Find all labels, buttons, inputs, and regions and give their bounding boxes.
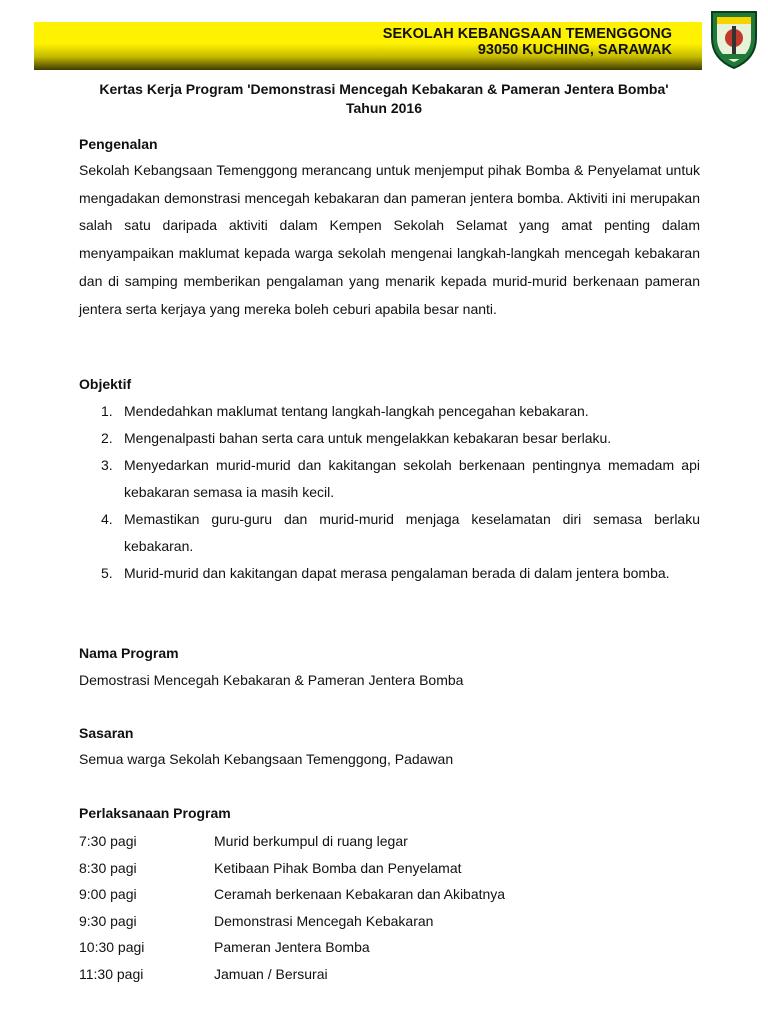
schedule-time: 11:30 pagi [79, 965, 144, 982]
schedule-time: 10:30 pagi [79, 939, 145, 955]
list-item-number: 4. [101, 511, 113, 527]
schedule-time: 9:00 pagi [79, 886, 137, 902]
schedule-activity: Demonstrasi Mencegah Kebakaran [214, 912, 434, 929]
schedule-table [79, 828, 700, 987]
list-item-number: 3. [101, 457, 113, 473]
document-title: Kertas Kerja Program 'Demonstrasi Mencegah Kebakaran & Pameran Jentera Bomba' [99, 81, 669, 97]
list-item-text: Murid-murid dan kakitangan dapat merasa pengalaman berada di dalam jentera bomba. [124, 565, 670, 581]
list-item [79, 452, 700, 506]
list-item-number: 5. [101, 565, 113, 581]
schedule-activity: Murid berkumpul di ruang legar [214, 833, 408, 849]
schedule-time: 7:30 pagi [79, 833, 137, 849]
objektif-list [79, 398, 700, 587]
schedule-activity: Ceramah berkenaan Kebakaran dan Akibatnya [214, 886, 506, 902]
document-year: Tahun 2016 [346, 100, 422, 116]
schedule-time: 8:30 pagi [79, 859, 137, 876]
list-item-number: 2. [101, 430, 113, 446]
list-item-number: 1. [101, 403, 113, 419]
nama-program-text: Demostrasi Mencegah Kebakaran & Pameran Jentera Bomba [79, 672, 464, 688]
list-item [79, 425, 700, 452]
list-item-text: Memastikan guru-guru dan murid-murid menjaga keselamatan diri semasa berlaku kebakaran. [124, 511, 700, 554]
objektif-heading: Objektif [79, 376, 132, 392]
sasaran-text: Semua warga Sekolah Kebangsaan Temenggong, Padawan [79, 751, 454, 767]
table-row [79, 908, 700, 935]
table-row [79, 881, 700, 908]
table-row [79, 855, 700, 882]
pengenalan-paragraph: Sekolah Kebangsaan Temenggong merancang untuk menjemput pihak Bomba & Penyelamat untuk mengadakan demonstrasi mencegah kebakaran dan pameran jentera bomba. Aktiviti ini merupakan salah satu daripada aktiviti dalam Kempen Sekolah Selamat yang amat penting dalam menyampaikan maklumat kepada warga sekolah mengenai langkah-langkah mencegah kebakaran dan di samping memberikan pengalaman yang menarik kepada murid-murid berkenaan pameran jentera serta kerjaya yang mereka boleh ceburi apabila besar nanti. [79, 162, 700, 317]
list-item [79, 398, 700, 425]
letterhead-banner [34, 22, 702, 70]
list-item-text: Mengenalpasti bahan serta cara untuk mengelakkan kebakaran besar berlaku. [124, 430, 612, 446]
schedule-activity: Pameran Jentera Bomba [214, 939, 370, 955]
schedule-time: 9:30 pagi [79, 912, 137, 929]
pengenalan-heading: Pengenalan [79, 136, 158, 152]
perlaksanaan-heading: Perlaksanaan Program [79, 805, 231, 821]
table-row [79, 828, 700, 855]
schedule-activity: Ketibaan Pihak Bomba dan Penyelamat [214, 859, 462, 876]
table-row [79, 934, 700, 961]
nama-program-heading: Nama Program [79, 645, 179, 661]
school-name: SEKOLAH KEBANGSAAN TEMENGGONG [382, 26, 672, 42]
school-address: 93050 KUCHING, SARAWAK [477, 42, 672, 58]
list-item [79, 506, 700, 560]
schedule-activity: Jamuan / Bersurai [214, 965, 328, 982]
list-item-text: Menyedarkan murid-murid dan kakitangan sekolah berkenaan pentingnya memadam api kebakaran semasa ia masih kecil. [124, 457, 700, 500]
table-row [79, 961, 700, 988]
school-crest-icon [708, 8, 760, 70]
list-item [79, 560, 700, 587]
sasaran-heading: Sasaran [79, 725, 134, 741]
list-item-text: Mendedahkan maklumat tentang langkah-langkah pencegahan kebakaran. [124, 403, 589, 419]
